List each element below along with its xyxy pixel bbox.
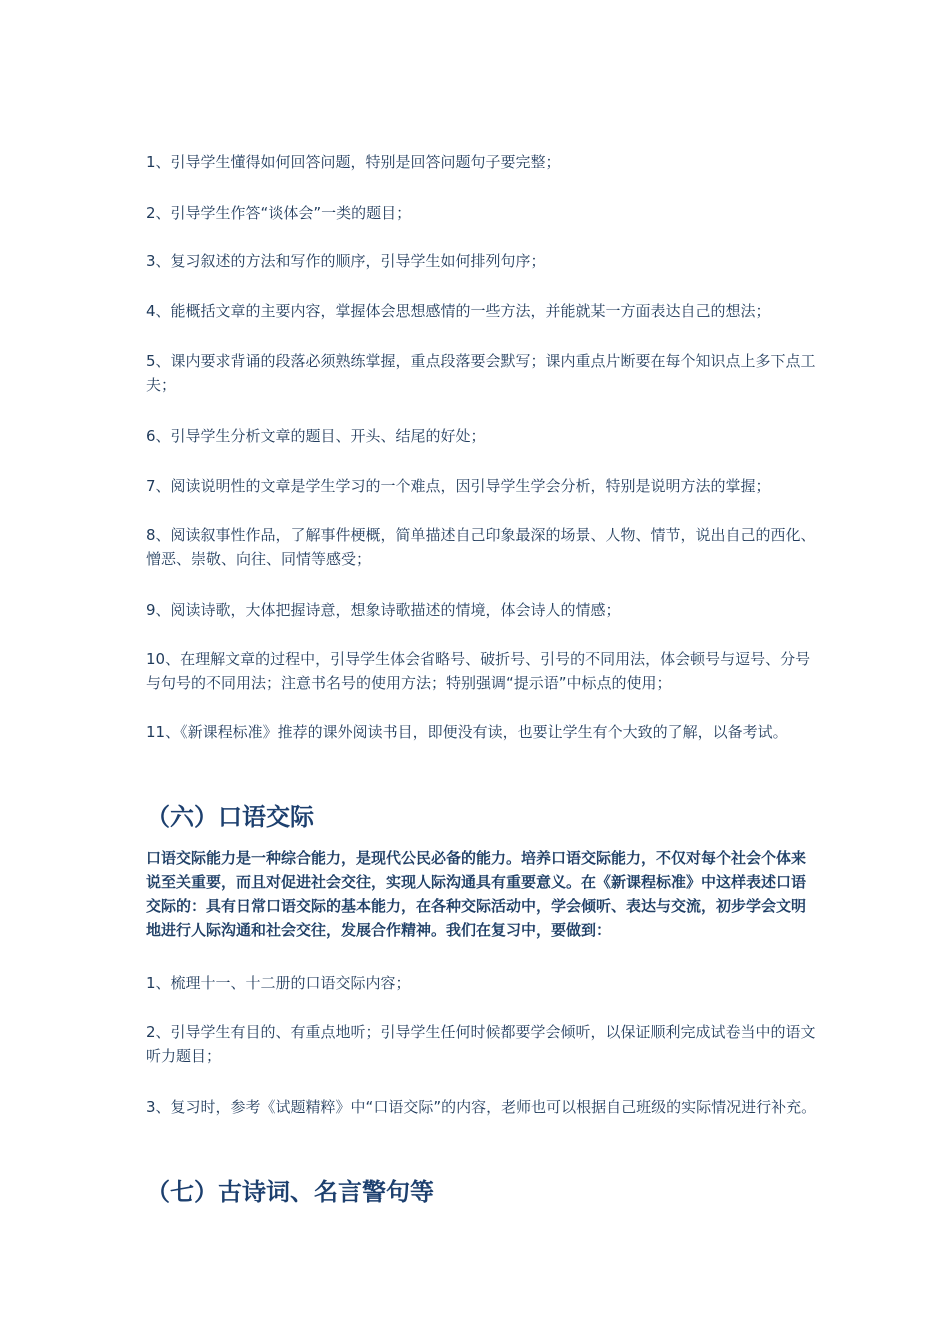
reading-item-10: 10、在理解文章的过程中，引导学生体会省略号、破折号、引号的不同用法，体会顿号与逗号、分号与句号的不同用法；注意书名号的使用方法；特别强调“提示语”中标点的使用； <box>146 650 811 692</box>
section-7-heading: （七）古诗词、名言警句等 <box>146 1177 434 1206</box>
reading-item-3: 3、复习叙述的方法和写作的顺序，引导学生如何排列句序； <box>146 252 546 270</box>
reading-item-4: 4、能概括文章的主要内容，掌握体会思想感情的一些方法，并能就某一方面表达自己的想法； <box>146 302 771 320</box>
reading-item-7: 7、阅读说明性的文章是学生学习的一个难点，因引导学生学会分析，特别是说明方法的掌握； <box>146 477 771 495</box>
reading-item-5: 5、课内要求背诵的段落必须熟练掌握，重点段落要会默写；课内重点片断要在每个知识点上多下点工夫； <box>146 352 816 394</box>
reading-item-1: 1、引导学生懂得如何回答问题，特别是回答问题句子要完整； <box>146 153 561 171</box>
speaking-item-1: 1、梳理十一、十二册的口语交际内容； <box>146 974 411 992</box>
reading-item-8: 8、阅读叙事性作品，了解事件梗概，简单描述自己印象最深的场景、人物、情节，说出自己的西化、憎恶、崇敬、向往、同情等感受； <box>146 526 816 568</box>
section-6-heading: （六）口语交际 <box>146 802 314 831</box>
section-6-intro: 口语交际能力是一种综合能力，是现代公民必备的能力。培养口语交际能力，不仅对每个社会个体来说至关重要，而且对促进社会交往，实现人际沟通具有重要意义。在《新课程标准》中这样表述口语交际的：具有日常口语交际的基本能力，在各种交际活动中，学会倾听、表达与交流，初步学会文明地进行人际沟通和社会交往，发展合作精神。我们在复习中，要做到： <box>146 849 807 939</box>
reading-item-2: 2、引导学生作答“谈体会”一类的题目； <box>146 204 412 222</box>
reading-item-11: 11、《新课程标准》推荐的课外阅读书目，即便没有读，也要让学生有个大致的了解，以备考试。 <box>146 723 788 741</box>
speaking-item-3: 3、复习时，参考《试题精粹》中“口语交际”的内容，老师也可以根据自己班级的实际情况进行补充。 <box>146 1098 817 1116</box>
reading-item-6: 6、引导学生分析文章的题目、开头、结尾的好处； <box>146 427 486 445</box>
reading-item-9: 9、阅读诗歌，大体把握诗意，想象诗歌描述的情境，体会诗人的情感； <box>146 601 621 619</box>
speaking-item-2: 2、引导学生有目的、有重点地听；引导学生任何时候都要学会倾听，以保证顺利完成试卷当中的语文听力题目； <box>146 1023 816 1065</box>
